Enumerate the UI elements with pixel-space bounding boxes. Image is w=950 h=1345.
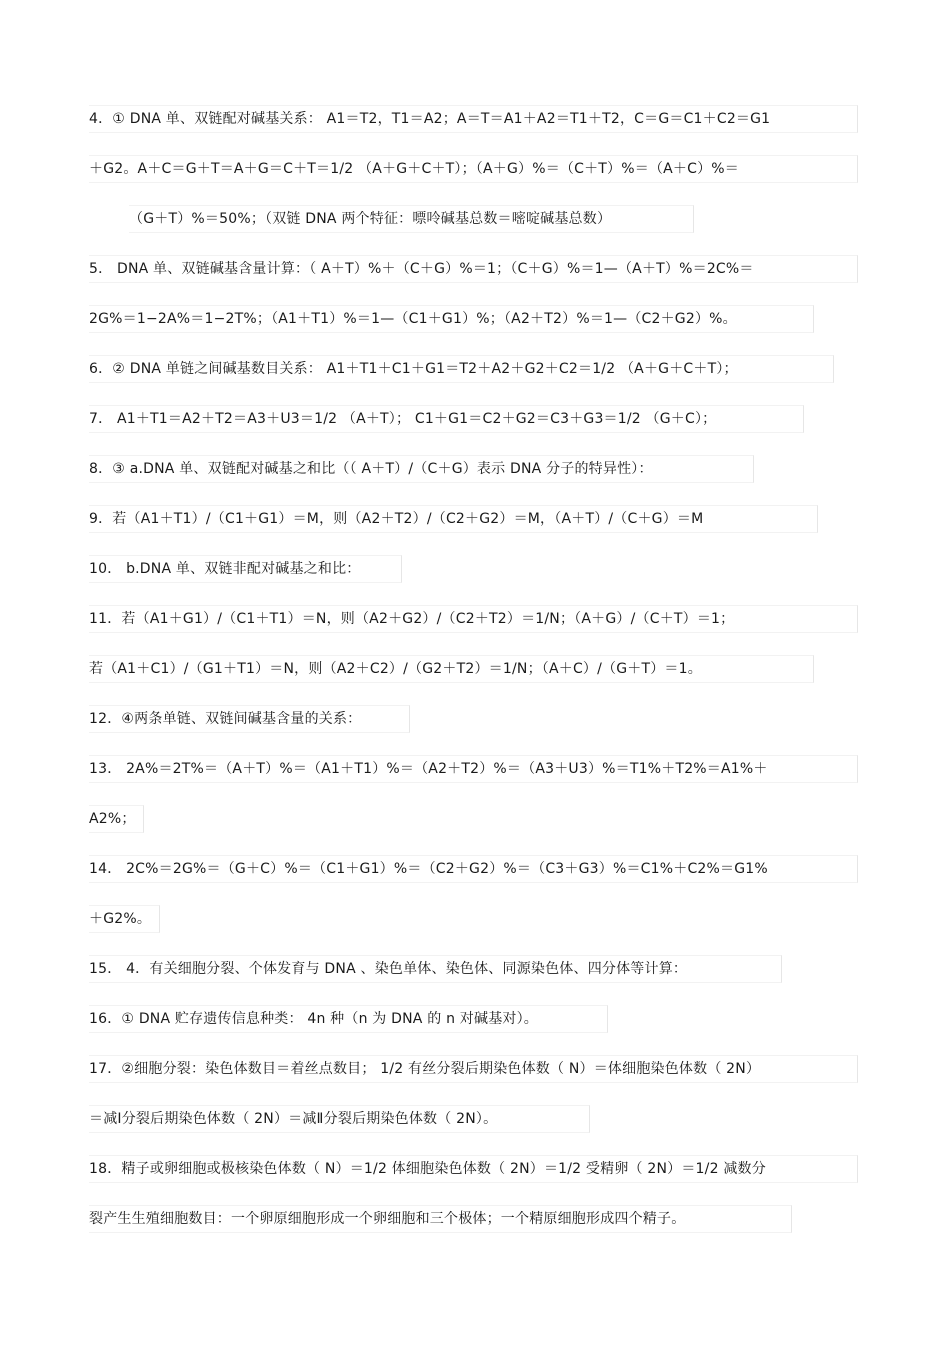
text-line-2: ＋G2。A＋C＝G＋T＝A＋G＝C＋T＝1/2 （A＋G＋C＋T）；（A＋G）%＝（C＋T）%＝（A＋C）%＝ (89, 155, 858, 183)
text-line-3: （G＋T）%＝50%；（双链 DNA 两个特征：嘌呤碱基总数＝嘧啶碱基总数） (129, 205, 694, 233)
text-line-6: 6．② DNA 单链之间碱基数目关系： A1＋T1＋C1＋G1＝T2＋A2＋G2＋C2＝1/2 （A＋G＋C＋T）； (89, 355, 834, 383)
text-line-18: 15． 4．有关细胞分裂、个体发育与 DNA 、染色单体、染色体、同源染色体、四分体等计算： (89, 955, 782, 983)
text-line-23: 裂产生生殖细胞数目：一个卵原细胞形成一个卵细胞和三个极体；一个精原细胞形成四个精子。 (89, 1205, 792, 1233)
text-line-12: 若（A1＋C1）/（G1＋T1）＝N，则（A2＋C2）/（G2＋T2）＝1/N；（A＋C）/（G＋T）＝1。 (89, 655, 814, 683)
text-line-10: 10． b.DNA 单、双链非配对碱基之和比： (89, 555, 402, 583)
text-line-14: 13． 2A%＝2T%＝（A＋T）%＝（A1＋T1）%＝（A2＋T2）%＝（A3＋U3）%＝T1%＋T2%＝A1%＋ (89, 755, 858, 783)
text-line-17: ＋G2%。 (89, 905, 160, 933)
text-line-21: ＝减Ⅰ分裂后期染色体数（ 2N）＝减Ⅱ分裂后期染色体数（ 2N）。 (89, 1105, 590, 1133)
text-line-20: 17．②细胞分裂：染色体数目＝着丝点数目； 1/2 有丝分裂后期染色体数（ N）＝体细胞染色体数（ 2N） (89, 1055, 858, 1083)
text-line-16: 14． 2C%＝2G%＝（G＋C）%＝（C1＋G1）%＝（C2＋G2）%＝（C3＋G3）%＝C1%＋C2%＝G1% (89, 855, 858, 883)
text-line-13: 12．④两条单链、双链间碱基含量的关系： (89, 705, 410, 733)
text-line-15: A2%； (89, 805, 144, 833)
text-line-4: 5． DNA 单、双链碱基含量计算：（ A＋T）%＋（C＋G）%＝1；（C＋G）%＝1—（A＋T）%＝2C%＝ (89, 255, 858, 283)
text-line-5: 2G%＝1−2A%＝1−2T%；（A1＋T1）%＝1—（C1＋G1）%；（A2＋T2）%＝1—（C2＋G2）%。 (89, 305, 814, 333)
text-line-1: 4．① DNA 单、双链配对碱基关系： A1＝T2，T1＝A2；A＝T＝A1＋A2＝T1＋T2，C＝G＝C1＋C2＝G1 (89, 105, 858, 133)
text-line-9: 9．若（A1＋T1）/（C1＋G1）＝M，则（A2＋T2）/（C2＋G2）＝M，（A＋T）/（C＋G）＝M (89, 505, 818, 533)
text-line-22: 18．精子或卵细胞或极核染色体数（ N）＝1/2 体细胞染色体数（ 2N）＝1/2 受精卵（ 2N）＝1/2 减数分 (89, 1155, 858, 1183)
text-line-7: 7． A1＋T1＝A2＋T2＝A3＋U3＝1/2 （A＋T）； C1＋G1＝C2＋G2＝C3＋G3＝1/2 （G＋C）； (89, 405, 804, 433)
text-line-11: 11．若（A1＋G1）/（C1＋T1）＝N，则（A2＋G2）/（C2＋T2）＝1/N；（A＋G）/（C＋T）＝1； (89, 605, 858, 633)
text-line-8: 8．③ a.DNA 单、双链配对碱基之和比（（ A＋T）/（C＋G）表示 DNA 分子的特异性）： (89, 455, 754, 483)
text-line-19: 16．① DNA 贮存遗传信息种类： 4n 种（n 为 DNA 的 n 对碱基对）。 (89, 1005, 608, 1033)
